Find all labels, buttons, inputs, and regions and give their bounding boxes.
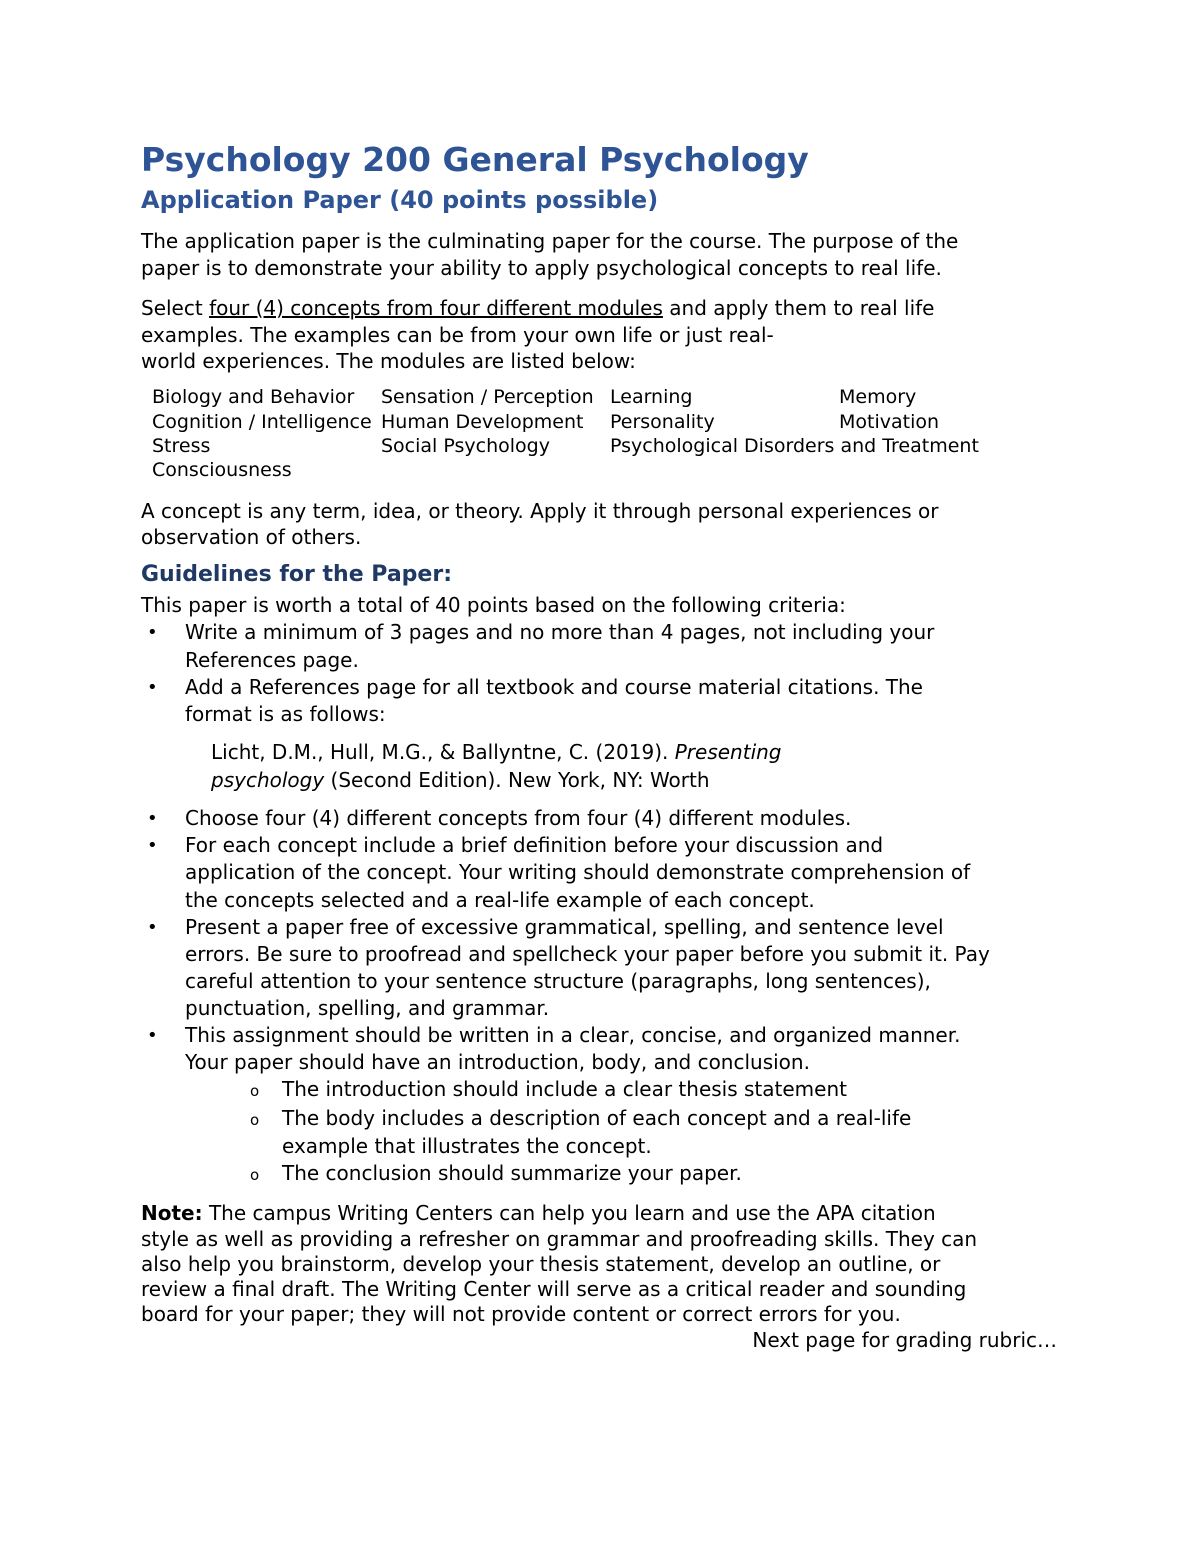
citation-rest: (Second Edition). New York, NY: Worth	[324, 768, 710, 792]
bullet-4-line-3: the concepts selected and a real-life example of each concept.	[185, 888, 815, 912]
intro-line-1: The application paper is the culminating paper for the course. The purpose of the	[141, 229, 959, 253]
concept-line-1: A concept is any term, idea, or theory. Apply it through personal experiences or	[141, 499, 939, 523]
citation-line-2	[211, 768, 710, 792]
select-underlined-phrase: four (4) concepts from four different modules	[209, 296, 663, 320]
bullet-5-line-2: errors. Be sure to proofread and spellcheck your paper before you submit it. Pay	[185, 942, 990, 966]
next-page-note: Next page for grading rubric…	[752, 1328, 1057, 1352]
note-label: Note:	[141, 1201, 203, 1225]
bullet-icon: •	[147, 677, 158, 698]
select-pre: Select	[141, 296, 210, 320]
module-item: Biology and Behavior	[152, 386, 355, 408]
sub-bullet-icon: o	[250, 1082, 260, 1100]
guidelines-heading: Guidelines for the Paper:	[141, 562, 452, 587]
module-item: Cognition / Intelligence	[152, 411, 372, 433]
select-line-1	[141, 296, 934, 320]
note-line-4: review a final draft. The Writing Center will serve as a critical reader and sounding	[141, 1277, 967, 1301]
bullet-1-line-2: References page.	[185, 648, 359, 672]
note-line-5: board for your paper; they will not provide content or correct errors for you.	[141, 1302, 901, 1326]
citation-title-part-2: psychology	[211, 768, 325, 792]
bullet-icon: •	[147, 808, 158, 829]
module-item: Stress	[152, 435, 211, 457]
sub-bullet-1: The introduction should include a clear thesis statement	[282, 1077, 847, 1101]
module-item: Personality	[610, 411, 715, 433]
sub-bullet-icon: o	[250, 1166, 260, 1184]
select-line-2: examples. The examples can be from your own life or just real-	[141, 323, 774, 347]
sub-bullet-3: The conclusion should summarize your paper.	[282, 1161, 742, 1185]
module-item: Psychological Disorders and Treatment	[610, 435, 979, 457]
bullet-icon: •	[147, 917, 158, 938]
bullet-icon: •	[147, 1025, 158, 1046]
note-line-3: also help you brainstorm, develop your thesis statement, develop an outline, or	[141, 1252, 941, 1276]
citation-authors: Licht, D.M., Hull, M.G., & Ballyntne, C. (2019).	[211, 740, 675, 764]
bullet-2-line-2: format is as follows:	[185, 702, 386, 726]
bullet-5-line-1: Present a paper free of excessive grammatical, spelling, and sentence level	[185, 915, 944, 939]
module-item: Sensation / Perception	[381, 386, 594, 408]
citation-line-1	[211, 740, 782, 764]
bullet-6-line-1: This assignment should be written in a clear, concise, and organized manner.	[185, 1023, 961, 1047]
module-item: Memory	[839, 386, 917, 408]
bullet-2-line-1: Add a References page for all textbook and course material citations. The	[185, 675, 923, 699]
bullet-icon: •	[147, 622, 158, 643]
module-item: Consciousness	[152, 459, 292, 481]
document-title: Psychology 200 General Psychology	[141, 140, 809, 179]
sub-bullet-2-line-1: The body includes a description of each concept and a real-life	[282, 1106, 912, 1130]
intro-line-2: paper is to demonstrate your ability to apply psychological concepts to real life.	[141, 256, 942, 280]
concept-line-2: observation of others.	[141, 525, 362, 549]
bullet-5-line-4: punctuation, spelling, and grammar.	[185, 996, 550, 1020]
module-item: Social Psychology	[381, 435, 550, 457]
bullet-1-line-1: Write a minimum of 3 pages and no more than 4 pages, not including your	[185, 620, 935, 644]
citation-title-part-1: Presenting	[674, 740, 782, 764]
bullet-6-line-2: Your paper should have an introduction, body, and conclusion.	[185, 1050, 810, 1074]
note-line-1	[141, 1201, 936, 1225]
bullet-4-line-2: application of the concept. Your writing should demonstrate comprehension of	[185, 860, 971, 884]
sub-bullet-2-line-2: example that illustrates the concept.	[282, 1134, 652, 1158]
bullet-icon: •	[147, 835, 158, 856]
select-post: and apply them to real life	[662, 296, 935, 320]
note-line-2: style as well as providing a refresher on grammar and proofreading skills. They can	[141, 1227, 978, 1251]
document-subtitle: Application Paper (40 points possible)	[141, 186, 659, 214]
sub-bullet-icon: o	[250, 1111, 260, 1129]
note-text: The campus Writing Centers can help you learn and use the APA citation	[202, 1201, 936, 1225]
module-item: Motivation	[839, 411, 940, 433]
select-line-3: world experiences. The modules are listed below:	[141, 349, 636, 373]
bullet-4-line-1: For each concept include a brief definition before your discussion and	[185, 833, 884, 857]
bullet-5-line-3: careful attention to your sentence structure (paragraphs, long sentences),	[185, 969, 931, 993]
module-item: Human Development	[381, 411, 584, 433]
bullet-3-line-1: Choose four (4) different concepts from four (4) different modules.	[185, 806, 852, 830]
criteria-intro: This paper is worth a total of 40 points based on the following criteria:	[141, 593, 846, 617]
module-item: Learning	[610, 386, 693, 408]
